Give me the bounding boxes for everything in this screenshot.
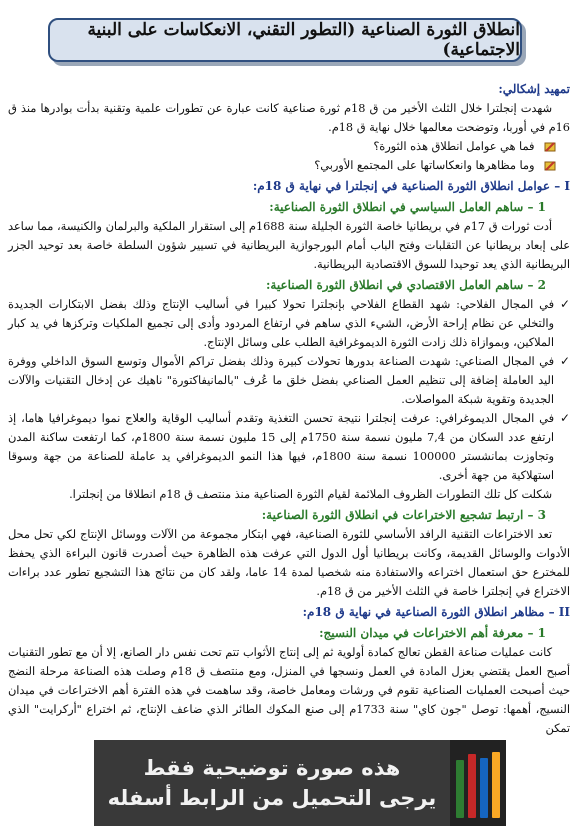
question-item: [8, 156, 570, 175]
question-text-1: فما هي عوامل انطلاق هذه الثورة؟: [373, 140, 535, 153]
pencil-icon: [544, 160, 556, 172]
list-item: ✓ في المجال الديموغرافي: عرفت إنجلترا نتيجة تحسن التغذية وتقدم أساليب الوقاية والعلاج نموا ديموغرافيا هاما، إذ ارتفع عدد السكان من 7,4 مليون نسمة سنة 1750م إلى 15 مليون نسمة سنة 1800م، كما ارتفعت ساكنة المدن وتجاوزت بمانشستر 100000 نسمة سنة 1800م، فيها هذا النمو الديموغرافي يد عاملة للصناعة من جهة وسوقا استهلاكية من جهة أخرى.: [8, 411, 570, 482]
list-item: ✓ في المجال الصناعي: شهدت الصناعة بدورها تحولات كبيرة وذلك بفضل تراكم الأموال وتوسع السوق الداخلي ووفرة اليد العاملة إضافة إلى تنظيم العمل الصناعي بفضل خلق ما عُرف "بالمانيفاكتورة" ناهيك عن إدخال التقنيات والآلات الجديدة وتقوية شبكة المواصلات.: [8, 354, 570, 406]
page-title: انطلاق الثورة الصناعية (التطور التقني، الانعكاسات على البنية الاجتماعية): [87, 20, 520, 60]
sub4-paragraph: كانت عمليات صناعة القطن تعالج كمادة أولوية ثم إلى إنتاج الأثواب تتم تحت نفس دار الصانع، إلا أن مع تطور التقنيات أصبح العمل يقتضي بعزل المادة في العمل ونسجها في المنزل، ومع منتصف ق 18م وصلت هذه الصناعة مرحلة النضج حيث أصبحت العمليات الصناعية تقوم في ورشات ومعامل خاصة، وقد ساهمت في هذه الفترة أهم الاختراعات في ميدان النسيج، أهمها: توصل "جون كاي" سنة 1733م إلى صنع المكوك الطائر الذي ضاعف الإنتاج، ثم اختراع "أركرايت" الذي تمكن: [8, 646, 571, 735]
banner-line-1: هذه صورة توضيحية فقط: [143, 756, 401, 780]
checkmark-icon: ✓: [559, 297, 570, 311]
sub3-heading: 3 – ارتبط تشجيع الاختراعات في انطلاق الثورة الصناعية:: [261, 508, 546, 522]
sub1-heading: 1 – ساهم العامل السياسي في انطلاق الثورة الصناعية:: [269, 200, 546, 214]
question-item: [8, 137, 570, 156]
sub4-heading: 1 – معرفة أهم الاختراعات في ميدان النسيج:: [319, 626, 546, 640]
banner-text-area: [94, 740, 450, 826]
checkmark-icon: ✓: [559, 354, 570, 368]
sub2-heading: 2 – ساهم العامل الاقتصادي في انطلاق الثورة الصناعية:: [265, 278, 546, 292]
pencil-icon: [544, 141, 556, 153]
sub2-conclusion: شكلت كل تلك التطورات الظروف الملائمة لقيام الثورة الصناعية منذ منتصف ق 18م انطلاقا من إنجلترا.: [69, 488, 552, 501]
question-text-2: وما مظاهرها وانعكاساتها على المجتمع الأوربي؟: [314, 159, 535, 172]
section2-heading: II – مظاهر انطلاق الثورة الصناعية في نهاية ق 18م:: [302, 605, 570, 619]
sub1-paragraph: أدت ثورات ق 17م في بريطانيا خاصة الثورة الجليلة سنة 1688م إلى استقرار الملكية والبرلمان والكنيسة، مما ساعد على إبعاد بريطانيا عن التقلبات وفتح الباب أمام البورجوازية البريطانية في تسيير شؤون السلطة خاصة بعد توحيد الجزر البريطانية الذي يعد توحيدا للسوق الاقتصادية البريطانية.: [8, 220, 570, 271]
intro-heading: تمهيد إشكالي:: [498, 82, 570, 96]
books-icon: [450, 740, 506, 826]
document-body: [8, 78, 570, 738]
page-title-box: [48, 18, 522, 62]
checkmark-icon: ✓: [559, 411, 570, 425]
download-banner[interactable]: [94, 740, 506, 826]
banner-line-2: يرجى التحميل من الرابط أسفله: [107, 786, 437, 810]
intro-paragraph: شهدت إنجلترا خلال الثلث الأخير من ق 18م ثورة صناعية كانت عبارة عن تطورات علمية وتقنية بدأت بوادرها منذ ق 16م في أوربا، وتوضحت معالمها خلال نهاية ق 18م.: [8, 102, 570, 134]
list-item: ✓ في المجال الفلاحي: شهد القطاع الفلاحي بإنجلترا تحولا كبيرا في أساليب الإنتاج وذلك بفضل الابتكارات الجديدة والتخلي عن نظام إراحة الأرض، الشيء الذي ساهم في ارتفاع المردود وأدى إلى تجميع الملكيات وتركزها في يد كبار الملاكين، وبموازاة ذلك زادت الثورة الديموغرافية الطلب على وسائل الإنتاج.: [8, 297, 570, 349]
section1-heading: I – عوامل انطلاق الثورة الصناعية في إنجلترا في نهاية ق 18م:: [252, 179, 570, 193]
sub3-paragraph: تعد الاختراعات التقنية الرافد الأساسي للثورة الصناعية، فهي ابتكار مجموعة من الآلات ووسائل الإنتاج لكي تحل محل الأدوات والوسائل القديمة، وكانت بريطانيا أول الدول التي عرفت هذه الظاهرة حيث أصدرت قانون البراءة الذي يحفظ للمخترع حق استعمال اختراعه والاستفادة منه شخصيا لمدة 14 عاما، ولقد كان من نتائج هذا التشجيع تطور عدد براءات الاختراع في إنجلترا خاصة في الثلث الأخير من ق 18م.: [8, 528, 570, 598]
sub2-list: [8, 295, 570, 485]
